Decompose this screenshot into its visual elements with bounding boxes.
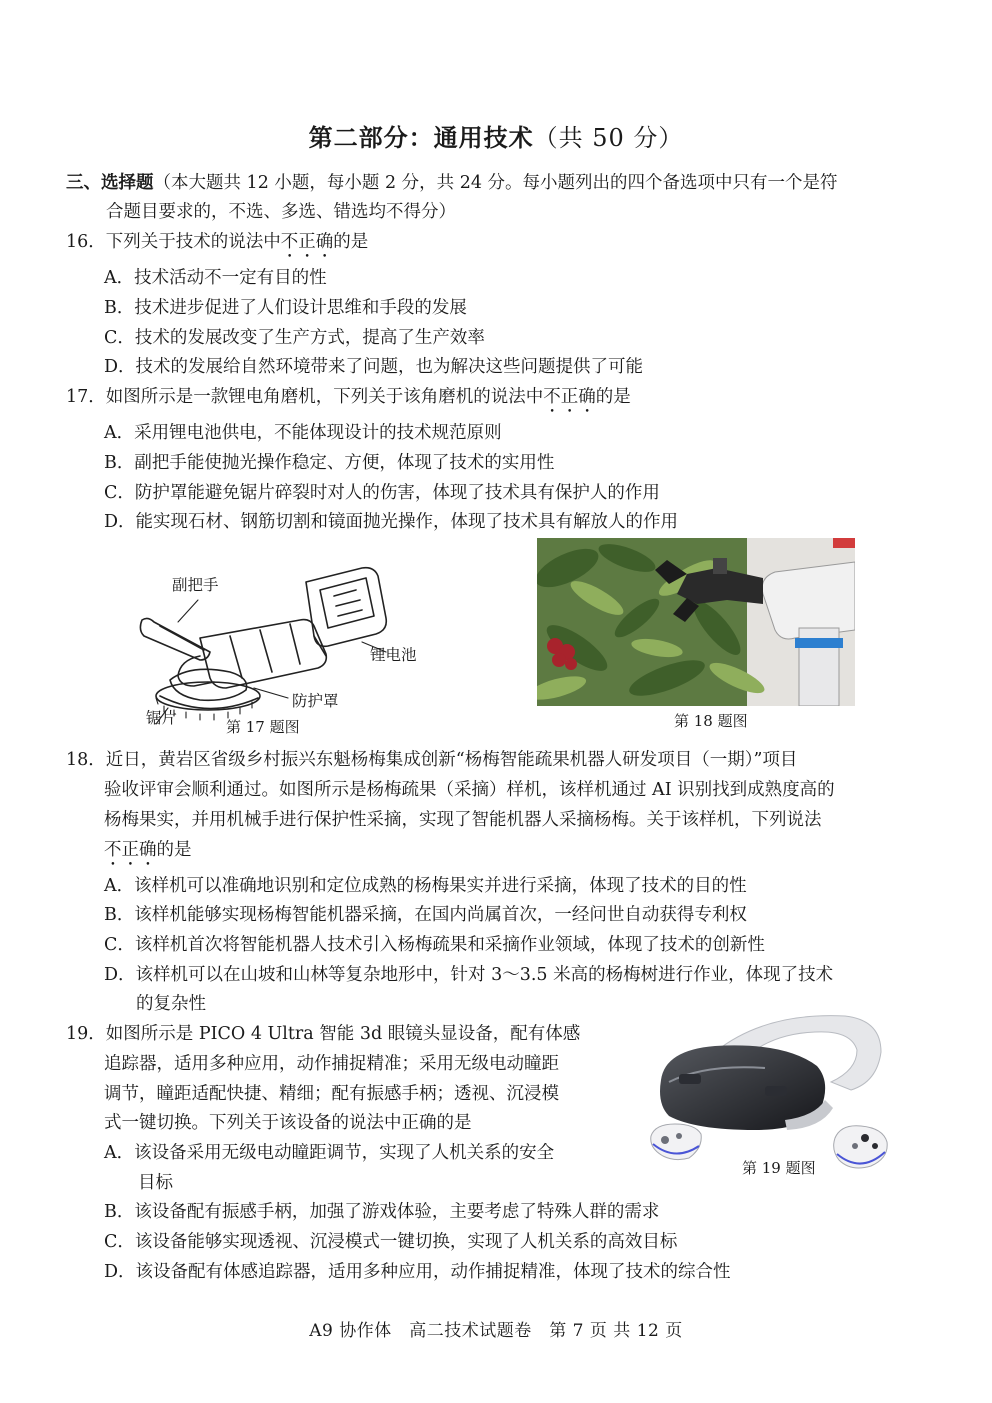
- q19-option-c: C．该设备能够实现透视、沉浸模式一键切换，实现了人机关系的高效目标: [104, 1232, 678, 1252]
- section-intro-line1: 三、选择题（本大题共 12 小题，每小题 2 分，共 24 分。每小题列出的四个备选项中只有一个是符: [66, 173, 838, 193]
- q18-option-a: A．该样机可以准确地识别和定位成熟的杨梅果实并进行采摘，体现了技术的目的性: [104, 876, 747, 896]
- q18-option-d-cont: 的复杂性: [136, 994, 206, 1014]
- q16-emphasis: 不正确: [280, 232, 334, 252]
- q19-stem-line1: 19．如图所示是 PICO 4 Ultra 智能 3d 眼镜头显设备，配有体感: [66, 1024, 581, 1044]
- q17-option-d: D．能实现石材、钢筋切割和镜面抛光操作，体现了技术具有解放人的作用: [104, 512, 679, 532]
- figure-18-caption: 第 18 题图: [674, 712, 748, 730]
- q18-stem-line1: 18．近日，黄岩区省级乡村振兴东魁杨梅集成创新“杨梅智能疏果机器人研发项目（一期）”项目: [66, 750, 798, 770]
- label-guard: 防护罩: [292, 692, 339, 710]
- q19-option-d: D．该设备配有体感追踪器，适用多种应用，动作捕捉精准，体现了技术的综合性: [104, 1262, 731, 1282]
- label-battery: 锂电池: [370, 646, 417, 664]
- part-title: 第二部分：通用技术（共 50 分）: [308, 123, 684, 152]
- label-aux-handle: 副把手: [172, 576, 219, 594]
- q18-emphasis: 不正确: [104, 840, 157, 860]
- q16-option-b: B．技术进步促进了人们设计思维和手段的发展: [104, 298, 467, 318]
- q19-stem-line3: 调节，瞳距适配快捷、精细；配有振感手柄；透视、沉浸模: [104, 1084, 559, 1104]
- bayberry-robot-photo: [537, 538, 855, 706]
- figure-17-caption: 第 17 题图: [226, 718, 300, 736]
- section-label: 三、选择题: [66, 173, 154, 193]
- q17-emphasis: 不正确: [543, 387, 596, 407]
- q17-option-c: C．防护罩能避免锯片碎裂时对人的伤害，体现了技术具有保护人的作用: [104, 483, 660, 503]
- vr-headset-figure: [645, 1012, 893, 1180]
- q17-stem: 17．如图所示是一款锂电角磨机，下列关于该角磨机的说法中不正确的是: [66, 387, 631, 407]
- q19-option-a-cont: 目标: [138, 1173, 173, 1193]
- q19-option-b: B．该设备配有振感手柄，加强了游戏体验，主要考虑了特殊人群的需求: [104, 1202, 660, 1222]
- q19-stem-line4: 式一键切换。下列关于该设备的说法中正确的是: [104, 1113, 472, 1133]
- q18-option-b: B．该样机能够实现杨梅智能机器采摘，在国内尚属首次，一经问世自动获得专利权: [104, 905, 747, 925]
- figure-19-caption: 第 19 题图: [742, 1159, 816, 1177]
- q18-stem-line2: 验收评审会顺利通过。如图所示是杨梅疏果（采摘）样机，该样机通过 AI 识别找到成熟度高的: [104, 780, 835, 800]
- q17-option-b: B．副把手能使抛光操作稳定、方便，体现了技术的实用性: [104, 453, 555, 473]
- q16-option-d: D．技术的发展给自然环境带来了问题，也为解决这些问题提供了可能: [104, 357, 644, 377]
- q16-stem: 16．下列关于技术的说法中不正确的是: [66, 232, 369, 252]
- q17-option-a: A．采用锂电池供电，不能体现设计的技术规范原则: [104, 423, 502, 443]
- q18-option-c: C．该样机首次将智能机器人技术引入杨梅疏果和采摘作业领域，体现了技术的创新性: [104, 935, 765, 955]
- q18-option-d: D．该样机可以在山坡和山林等复杂地形中，针对 3～3.5 米高的杨梅树进行作业，体现了技术: [104, 965, 834, 985]
- page-footer: A9 协作体 高二技术试题卷 第 7 页 共 12 页: [309, 1321, 683, 1341]
- q19-stem-line2: 追踪器，适用多种应用，动作捕捉精准；采用无级电动瞳距: [104, 1054, 559, 1074]
- q16-option-a: A．技术活动不一定有目的性: [104, 268, 327, 288]
- section-intro-line2: 合题目要求的，不选、多选、错选均不得分）: [106, 202, 456, 222]
- q18-stem-line4: 不正确的是: [104, 840, 192, 860]
- label-blade: 锯片: [146, 709, 178, 727]
- q18-stem-line3: 杨梅果实，并用机械手进行保护性采摘，实现了智能机器人采摘杨梅。关于该样机，下列说法: [104, 810, 822, 830]
- q16-option-c: C．技术的发展改变了生产方式，提高了生产效率: [104, 328, 485, 348]
- q19-option-a: A．该设备采用无级电动瞳距调节，实现了人机关系的安全: [104, 1143, 555, 1163]
